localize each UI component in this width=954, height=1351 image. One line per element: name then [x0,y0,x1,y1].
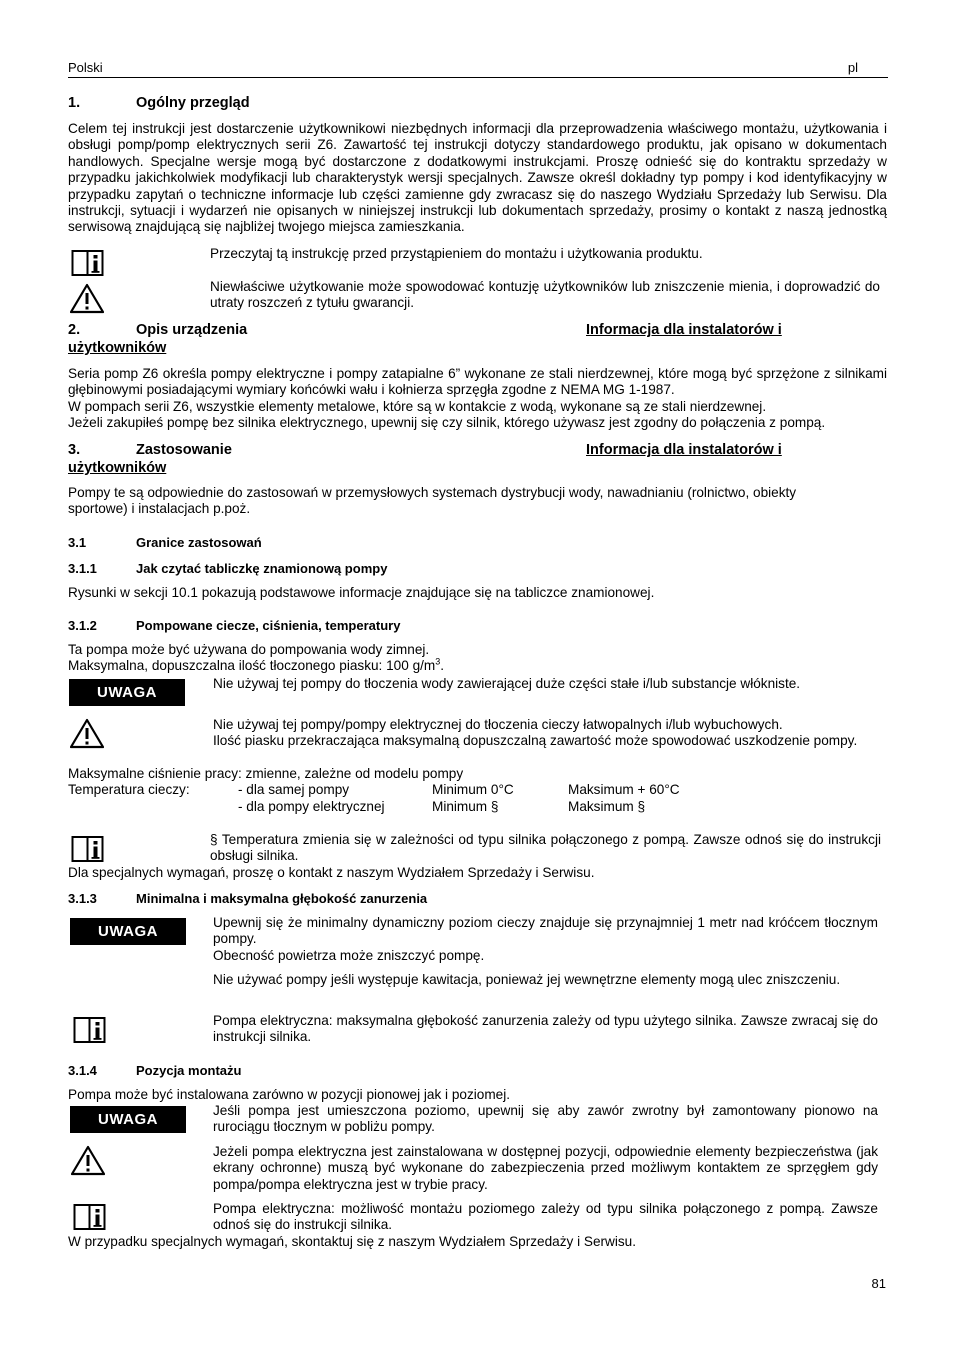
note-sand: Ilość piasku przekraczająca maksymalną dopuszczalną zawartość może spowodować uszkodzenie pompy. [213,733,858,748]
section-2-audience: Informacja dla instalatorów i [586,322,782,338]
section-2-p3: Jeżeli zakupiłeś pompę bez silnika elektrycznego, upewnij się czy silnik, którego używasz jest zgodny do połączenia z pompą. [68,415,826,430]
special-requests: Dla specjalnych wymagań, proszę o kontakt z naszym Wydziałem Sprzedaży i Serwisu. [68,865,595,880]
section-2-audience-cont: użytkowników [68,340,167,356]
header-language-code: pl [847,60,858,75]
section-2-heading: 2. Opis urządzenia [68,322,248,338]
max-pressure: Maksymalne ciśnienie pracy: zmienne, zależne od modelu pompy [68,766,464,781]
header-language: Polski [68,60,103,75]
book-info-icon [73,1015,107,1045]
note-solids: Nie używaj tej pompy do tłoczenia wody zawierającej duże części stałe i/lub substancje włókniste. [213,676,801,691]
uwaga-badge: UWAGA [70,918,186,945]
section-3-1-2-line1: Ta pompa może być używana do pompowania wody zimnej. [68,642,430,657]
note-cavitation: Nie używać pompy jeśli występuje kawitacja, ponieważ jej wewnętrzne elementy mogą ulec zniszczeniu. [213,972,841,987]
section-3-1-2-line2: Maksymalna, dopuszczalna ilość tłoczonego piasku: 100 $g/m^3$. [68,656,445,673]
note-submersion-depth: Pompa elektryczna: maksymalna głębokość zanurzenia zależy od typu użytego silnika. Zawsze zwracaj się do instrukcji silnika. [213,1013,878,1045]
temp-row-what: - dla pompy elektrycznej [238,799,385,814]
section-3-1-2-heading: 3.1.2 Pompowane ciecze, ciśnienia, temperatury [68,618,401,633]
section-3-1-1-body: Rysunki w sekcji 10.1 pokazują podstawowe informacje znajdujące się na tabliczce znamionowej. [68,585,655,600]
section-2-p2: W pompach serii Z6, wszystkie elementy metalowe, które są w kontakcie z wodą, wykonane są ze stali nierdzewnej. [68,399,767,414]
temp-row-min: Minimum 0°C [432,782,514,797]
book-info-icon [71,248,105,278]
section-3-1-4-line1: Pompa może być instalowana zarówno w pozycji pionowej jak i poziomej. [68,1087,511,1102]
section-3-body: Pompy te są odpowiednie do zastosowań w przemysłowych systemach dystrybucji wody, nawadnianiu (rolnictwo, obiekty sportowe) i instalacjach p.poż. [68,485,797,517]
uwaga-badge: UWAGA [70,1106,186,1133]
section-3-1-1-heading: 3.1.1 Jak czytać tabliczkę znamionową pompy [68,561,388,576]
note-read-manual: Przeczytaj tą instrukcję przed przystąpieniem do montażu i użytkowania produktu. [210,246,703,261]
special-requests: W przypadku specjalnych wymagań, skontaktuj się z naszym Wydziałem Sprzedaży i Serwisu. [68,1234,637,1249]
temp-row-max: Maksimum § [568,799,646,814]
section-3-audience-cont: użytkowników [68,460,167,476]
book-info-icon [71,834,105,864]
section-3-1-3-heading: 3.1.3 Minimalna i maksymalna głębokość zanurzenia [68,891,428,906]
section-3-1-4-heading: 3.1.4 Pozycja montażu [68,1063,242,1078]
note-horizontal-motor: Pompa elektryczna: możliwość montażu poziomego zależy od typu silnika połączonego z pompą. Zawsze odnoś się do instrukcji silnika. [213,1201,878,1233]
section-3-1-heading: 3.1 Granice zastosowań [68,535,262,550]
note-min-level: Upewnij się że minimalny dynamiczny poziom cieczy znajduje się przynajmniej 1 metr nad króćcem tłocznym pompy. [213,915,878,947]
temp-label: Temperatura cieczy: [68,782,190,797]
section-3-audience: Informacja dla instalatorów i [586,442,782,458]
note-temp-motor: § Temperatura zmienia się w zależności od typu silnika połączonego z pompą. Zawsze odnoś się do instrukcji obsługi silnika. [210,832,881,864]
section-2-title: Opis urządzenia [136,322,248,338]
section-1-heading: 1. Ogólny przegląd [68,95,250,111]
section-2-p1: Seria pomp Z6 określa pompy elektryczne i pompy zatapialne 6” wykonane ze stali nierdzewnej, które mogą być sprzężone z silnikami głębinowymi posiadającymi wymiary końcówki wału i kołnierza sprzęgła zgodne z NEMA MG 1-1987. [68,366,887,398]
page-number: 81 [871,1276,886,1291]
section-1-body: Celem tej instrukcji jest dostarczenie użytkownikowi niezbędnych informacji dla przeprowadzenia właściwego montażu, użytkowania i obsługi pomp/pomp elektrycznych serii Z6. Zawartość tej instrukcji dotyczy standardowego produktu, jak opisano w dokumentach handlowych. Specjalne wersje mogą być dostarczone z dodatkowymi instrukcjami. Proszę odnieść się do kontraktu sprzedaży w przypadku jakichkolwiek modyfikacji lub charakterystyk wersji specjalnych. Zawsze określ dokładny typ pompy i kod identyfikacyjny w przypadku zapytań o techniczne informacje lub części zamienne gdy zwracasz się do naszego Wydziału Sprzedaży lub Serwisu. Dla instrukcji, sytuacji i wydarzeń nie opisanych w niniejszej instrukcji lub dokumentach sprzedaży, prosimy o kontakt z naszą jednostką serwisową znajdującą się najbliżej twojego miejsca zamieszkania. [68,121,887,235]
warning-icon [70,718,104,749]
section-3-title: Zastosowanie [136,442,232,458]
note-misuse-warning: Niewłaściwe użytkowanie może spowodować kontuzję użytkowników lub zniszczenie mienia, i doprowadzić do utraty roszczeń z tytułu gwarancji. [210,279,880,311]
warning-icon [71,1145,105,1176]
temp-row-max: Maksimum + 60°C [568,782,680,797]
note-flammable: Nie używaj tej pompy/pompy elektrycznej do tłoczenia cieczy łatwopalnych i/lub wybuchowych. [213,717,783,732]
book-info-icon [73,1202,107,1232]
warning-icon [70,283,104,314]
section-1-title: Ogólny przegląd [136,95,250,111]
section-3-heading: 3. Zastosowanie [68,442,232,458]
note-horizontal-valve: Jeśli pompa jest umieszczona poziomo, upewnij się aby zawór zwrotny był zamontowany pionowo na rurociągu tłocznym w pobliżu pompy. [213,1103,878,1135]
note-air: Obecność powietrza może zniszczyć pompę. [213,948,485,963]
temp-row-min: Minimum § [432,799,499,814]
uwaga-badge: UWAGA [69,679,185,706]
temp-row-what: - dla samej pompy [238,782,350,797]
page-header [68,58,888,78]
note-safety-guards: Jeżeli pompa elektryczna jest zainstalowana w dostępnej pozycji, odpowiednie elementy bezpieczeństwa (jak ekrany ochronne) muszą być wykonane do zabezpieczenia przed możliwym kontaktem ze sprzęgłem gdy pompa/pompa elektryczna jest w trybie pracy. [213,1144,878,1192]
